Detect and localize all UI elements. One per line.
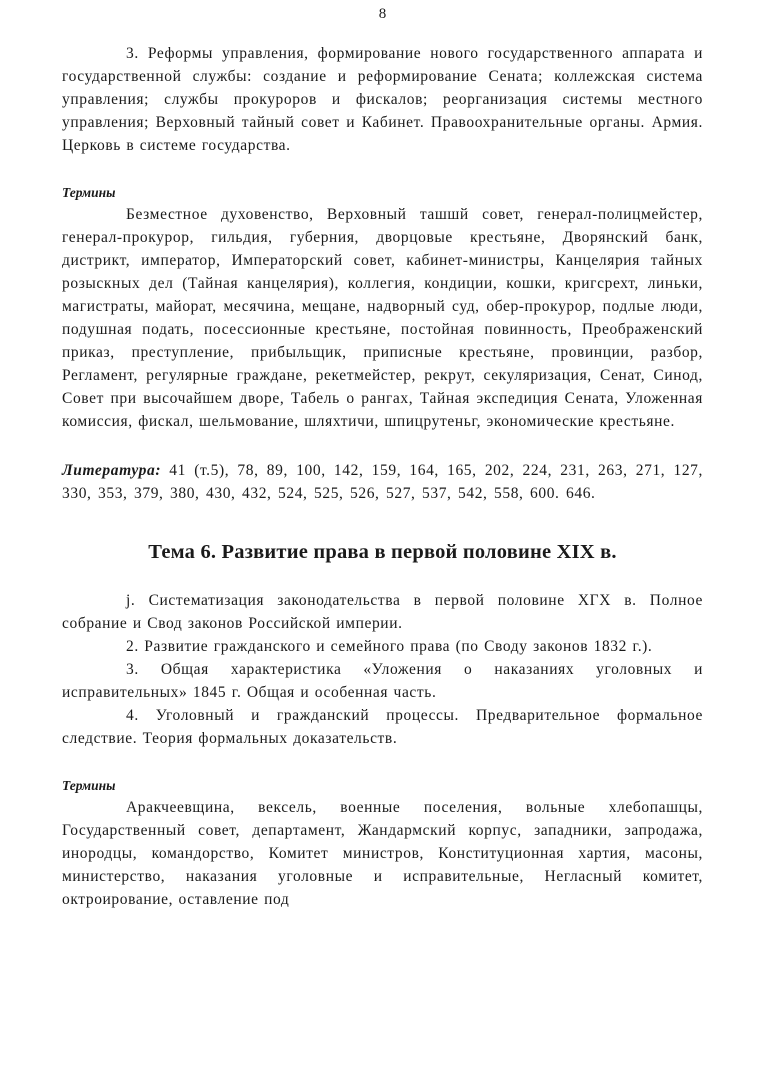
page-number: 8	[378, 6, 387, 22]
terms-heading: Термины	[62, 185, 116, 200]
topic-title: Тема 6. Развитие права в первой половине XIX в.	[148, 541, 617, 563]
terms-list-2: Аракчеевщина, вексель, военные поселения, вольные хлебопашцы, Государственный совет, департамент, Жандармский корпус, западники, запродажа, инородцы, командорство, Комитет министров, Конституционная хартия, масоны, министерство, наказания уголовные и исправительные, Негласный комитет, октроирование, оставление под	[62, 799, 703, 908]
topic-item-2: 2. Развитие гражданского и семейного права (по Своду законов 1832 г.).	[126, 638, 653, 655]
spacer	[62, 433, 703, 459]
topic-item-4: 4. Уголовный и гражданский процессы. Предварительное формальное следствие. Теория формальных доказательств.	[62, 707, 703, 747]
spacer	[62, 505, 703, 539]
terms-heading-2: Термины	[62, 778, 116, 793]
reform-item-3: 3. Реформы управления, формирование нового государственного аппарата и государственной службы: создание и реформирование Сената; коллежская система управления; службы прокуроров и фискалов; реорганизация системы местного управления; Верховный тайный совет и Кабинет. Правоохранительные органы. Армия. Церковь в системе государства.	[62, 45, 703, 154]
literature-heading: Литература:	[62, 462, 162, 479]
literature-paragraph	[62, 459, 703, 505]
page-content	[62, 42, 703, 911]
topic-item-3: 3. Общая характеристика «Уложения о наказаниях уголовных и исправительных» 1845 г. Общая и особенная часть.	[62, 661, 703, 701]
literature-list: 41 (т.5), 78, 89, 100, 142, 159, 164, 165, 202, 224, 231, 263, 271, 127, 330, 353, 379, 380, 430, 432, 524, 525, 526, 527, 537, 542, 558, 600. 646.	[62, 462, 703, 502]
topic-item-1: j. Систематизация законодательства в первой половине ХГХ в. Полное собрание и Свод законов Российской империи.	[62, 592, 703, 632]
terms-list: Безместное духовенство, Верховный ташшй совет, генерал-полицмейстер, генерал-прокурор, гильдия, губерния, дворцовые крестьяне, Дворянский банк, дистрикт, император, Императорский совет, кабинет-министры, Канцелярия тайных розыскных дел (Тайная канцелярия), коллегия, кондиции, кошки, кригсрехт, линьки, магистраты, майорат, месячина, мещане, надворный суд, обер-прокурор, подлые люди, подушная подать, посессионные крестьяне, постойная повинность, Преображенский приказ, преступление, прибыльщик, приписные крестьяне, провинции, разбор, Регламент, регулярные граждане, рекетмейстер, рекрут, секуляризация, Сенат, Синод, Совет при высочайшем дворе, Табель о рангах, Тайная экспедиция Сената, Уложенная комиссия, фискал, шельмование, шляхтичи, шпицрутеньг, экономические крестьяне.	[62, 206, 703, 430]
spacer	[62, 565, 703, 589]
